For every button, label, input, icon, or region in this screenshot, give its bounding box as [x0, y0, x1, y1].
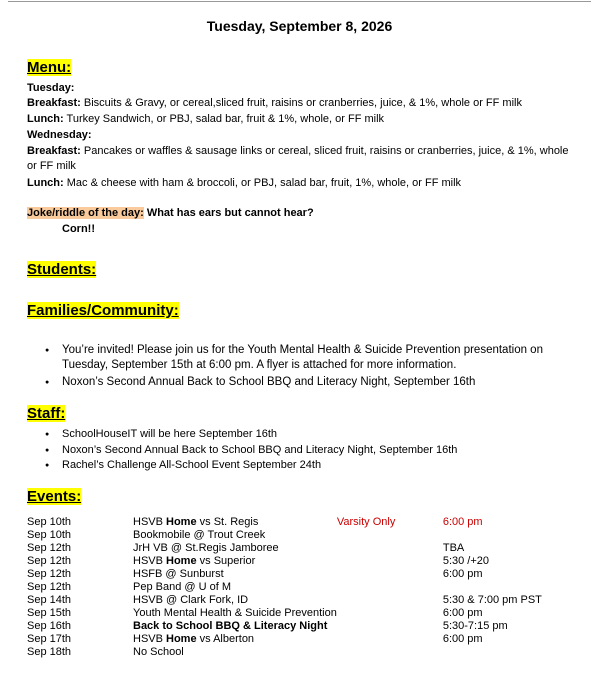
menu-day-wednesday: Wednesday: — [27, 129, 92, 141]
table-row — [27, 516, 593, 529]
event-note — [337, 620, 443, 633]
event-time: 5:30 & 7:00 pm PST — [442, 594, 542, 606]
list-item: ● SchoolHouseIT will be here September 16th — [45, 427, 565, 443]
event-name-bold: Home — [166, 516, 197, 528]
event-date: Sep 15th — [27, 607, 72, 619]
event-note — [337, 581, 443, 594]
event-date: Sep 10th — [27, 516, 72, 528]
top-rule — [8, 1, 591, 2]
event-date: Sep 12th — [27, 555, 72, 567]
event-name — [133, 633, 337, 646]
table-row — [27, 594, 593, 607]
event-name-text: No School — [133, 646, 184, 658]
event-name-text: HSVB — [133, 516, 167, 528]
event-date: Sep 12th — [27, 568, 72, 580]
event-note: Varsity Only — [336, 516, 396, 528]
event-date: Sep 17th — [27, 633, 72, 645]
event-time: 5:30 /+20 — [442, 555, 490, 567]
menu-tuesday-breakfast: Breakfast: Biscuits & Gravy, or cereal,sliced fruit, raisins or cranberries, juice, & 1%, whole or FF milk — [27, 97, 522, 109]
event-name-text: Youth Mental Health & Suicide Prevention — [133, 607, 337, 619]
event-date: Sep 16th — [27, 620, 72, 632]
event-name-text: vs Alberton — [196, 633, 255, 645]
event-time: TBA — [442, 542, 465, 554]
event-note — [337, 542, 443, 555]
event-time: 6:00 pm — [442, 568, 483, 580]
event-name — [133, 607, 337, 620]
joke-answer: Corn!! — [62, 223, 95, 235]
joke-question: What has ears but cannot hear? — [146, 207, 314, 219]
event-name — [133, 529, 337, 542]
table-row — [27, 555, 593, 568]
event-name-bold: Home — [166, 633, 197, 645]
families-list — [45, 343, 565, 392]
joke-label: Joke/riddle of the day: — [27, 207, 144, 219]
event-time — [443, 529, 593, 542]
event-time: 6:00 pm — [442, 516, 483, 528]
event-name — [133, 555, 337, 568]
students-heading: Students: — [27, 261, 97, 278]
event-name — [133, 594, 337, 607]
event-date: Sep 14th — [27, 594, 72, 606]
event-note — [337, 594, 443, 607]
events-heading: Events: — [27, 488, 82, 505]
table-row — [27, 529, 593, 542]
table-row — [27, 620, 593, 633]
page-date: Tuesday, September 8, 2026 — [206, 18, 393, 34]
event-name — [133, 516, 337, 529]
menu-day-tuesday: Tuesday: — [27, 82, 75, 94]
event-date: Sep 12th — [27, 581, 72, 593]
joke-line — [27, 206, 314, 221]
list-item: ● Noxon’s Second Annual Back to School BBQ and Literacy Night, September 16th — [45, 443, 565, 459]
event-name — [133, 646, 337, 659]
event-name-text: Bookmobile @ Trout Creek — [133, 529, 266, 541]
event-name-text: vs St. Regis — [196, 516, 259, 528]
event-time: 5:30-7:15 pm — [442, 620, 508, 632]
event-name — [133, 568, 337, 581]
table-row — [27, 542, 593, 555]
event-name-text: HSVB — [133, 633, 167, 645]
event-name-text: JrH VB @ St.Regis Jamboree — [133, 542, 279, 554]
event-date: Sep 18th — [27, 646, 72, 658]
table-row — [27, 646, 593, 659]
menu-wednesday-breakfast: Breakfast: Pancakes or waffles & sausage links or cereal, sliced fruit, raisins or cranberries, juice, & 1%, whole or FF milk — [27, 145, 569, 172]
event-date: Sep 10th — [27, 529, 72, 541]
event-note — [337, 568, 443, 581]
list-item: ● Noxon’s Second Annual Back to School BBQ and Literacy Night, September 16th — [45, 375, 565, 390]
event-time — [443, 646, 593, 659]
event-name-text: HSVB — [133, 555, 167, 567]
table-row — [27, 607, 593, 620]
events-table — [27, 516, 593, 659]
event-name-text: vs Superior — [196, 555, 256, 567]
families-heading: Families/Community: — [27, 302, 179, 319]
table-row — [27, 633, 593, 646]
event-note — [337, 607, 443, 620]
event-name-text: HSFB @ Sunburst — [133, 568, 224, 580]
staff-list — [45, 427, 565, 474]
event-time: 6:00 pm — [442, 633, 483, 645]
list-item: ● You’re invited! Please join us for the Youth Mental Health & Suicide Prevention presentation on Tuesday, September 15th at 6:00 pm. A flyer is attached for more information. — [45, 343, 565, 373]
staff-heading: Staff: — [27, 405, 66, 422]
menu-heading: Menu: — [27, 59, 72, 76]
event-name — [133, 542, 337, 555]
event-note — [337, 646, 443, 659]
event-note — [337, 529, 443, 542]
event-date: Sep 12th — [27, 542, 72, 554]
menu-tuesday-lunch: Lunch: Turkey Sandwich, or PBJ, salad bar, fruit & 1%, whole, or FF milk — [27, 113, 385, 125]
table-row — [27, 568, 593, 581]
event-name-bold: Home — [166, 555, 197, 567]
table-row — [27, 581, 593, 594]
event-note — [337, 633, 443, 646]
event-name-text: HSVB @ Clark Fork, ID — [133, 594, 249, 606]
event-time: 6:00 pm — [442, 607, 483, 619]
event-name — [133, 581, 337, 594]
event-name-text: Pep Band @ U of M — [133, 581, 231, 593]
event-name-bold: Back to School BBQ & Literacy Night — [133, 620, 328, 632]
event-note — [337, 555, 443, 568]
event-name — [133, 620, 337, 633]
menu-wednesday-lunch: Lunch: Mac & cheese with ham & broccoli, or PBJ, salad bar, fruit, 1%, whole, or FF milk — [27, 177, 462, 189]
event-time — [443, 581, 593, 594]
list-item: ● Rachel’s Challenge All-School Event September 24th — [45, 458, 565, 474]
